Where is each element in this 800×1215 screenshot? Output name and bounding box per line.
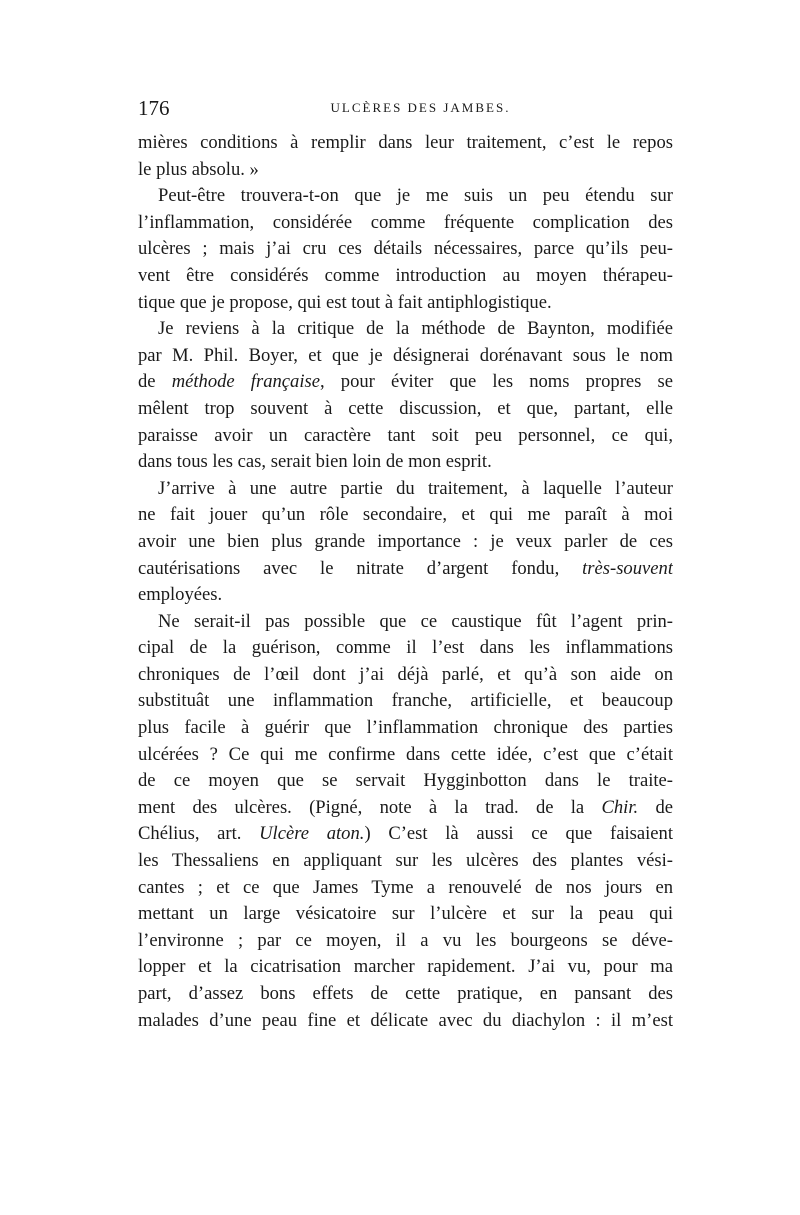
running-head: ULCÈRES DES JAMBES. — [330, 100, 511, 115]
italic-text: Ulcère aton. — [259, 823, 365, 845]
italic-text: Chir. — [601, 796, 639, 818]
text-line: malades d’une peau fine et délicate avec du diachylon : il m’est — [138, 1009, 673, 1031]
page-number: 176 — [138, 96, 170, 120]
text-line: les Thessaliens en appliquant sur les ulcères des plantes vési- — [138, 850, 673, 872]
text-line: lopper et la cicatrisation marcher rapidement. J’ai vu, pour ma — [138, 956, 673, 978]
page-header — [138, 96, 673, 124]
text-line: ulcérées ? Ce qui me confirme dans cette idée, c’est que c’était — [138, 743, 673, 765]
text-line: cipal de la guérison, comme il l’est dans les inflammations — [138, 637, 673, 659]
text-line: plus facile à guérir que l’inflammation chronique des parties — [138, 717, 673, 739]
text-line: employées. — [138, 584, 223, 606]
text-line: substituât une inflammation franche, artificielle, et beaucoup — [138, 690, 673, 712]
text-line: part, d’assez bons effets de cette pratique, en pansant des — [138, 983, 673, 1004]
text-line: avoir une bien plus grande importance : je veux parler de ces — [138, 530, 673, 552]
text-line: de méthode française, pour éviter que les noms propres se — [138, 371, 673, 393]
text-line: mêlent trop souvent à cette discussion, et que, partant, elle — [138, 397, 673, 419]
italic-text: méthode française — [171, 371, 321, 393]
text-line: de ce moyen que se servait Hygginbotton dans le traite- — [138, 770, 673, 792]
text-line: le plus absolu. » — [138, 158, 259, 180]
text-line: l’inflammation, considérée comme fréquente complication des — [138, 211, 673, 233]
text-line: l’environne ; par ce moyen, il a vu les bourgeons se déve- — [138, 929, 673, 951]
text-line: Ne serait-il pas possible que ce caustique fût l’agent prin- — [158, 610, 673, 632]
text-line: Je reviens à la critique de la méthode de Baynton, modifiée — [158, 318, 673, 340]
text-line: mettant un large vésicatoire sur l’ulcère et sur la peau qui — [138, 903, 673, 925]
text-line: chroniques de l’œil dont j’ai déjà parlé, et qu’à son aide on — [138, 663, 673, 685]
text-line: par M. Phil. Boyer, et que je désignerai dorénavant sous le nom — [138, 344, 673, 366]
text-line: ne fait jouer qu’un rôle secondaire, et qui me paraît à moi — [138, 504, 673, 526]
text-line: Peut-être trouvera-t-on que je me suis un peu étendu sur — [158, 185, 673, 207]
text-line: ment des ulcères. (Pigné, note à la trad. de la Chir. de — [138, 796, 673, 818]
text-line: cautérisations avec le nitrate d’argent fondu, très-souvent — [138, 557, 673, 579]
text-line: mières conditions à remplir dans leur traitement, c’est le repos — [138, 132, 673, 153]
text-line: dans tous les cas, serait bien loin de mon esprit. — [138, 451, 492, 473]
text-line: tique que je propose, qui est tout à fait antiphlogistique. — [138, 291, 552, 313]
text-line: J’arrive à une autre partie du traitement, à laquelle l’auteur — [158, 477, 673, 499]
body-text — [138, 130, 673, 1034]
text-line: vent être considérés comme introduction au moyen thérapeu- — [138, 264, 673, 286]
text-line: Chélius, art. Ulcère aton.) C’est là aussi ce que faisaient — [138, 823, 673, 845]
text-line: ulcères ; mais j’ai cru ces détails nécessaires, parce qu’ils peu- — [138, 238, 673, 260]
text-line: cantes ; et ce que James Tyme a renouvelé de nos jours en — [138, 876, 673, 898]
text-line: paraisse avoir un caractère tant soit peu personnel, ce qui, — [138, 424, 673, 446]
italic-text: très-souvent — [582, 557, 673, 579]
